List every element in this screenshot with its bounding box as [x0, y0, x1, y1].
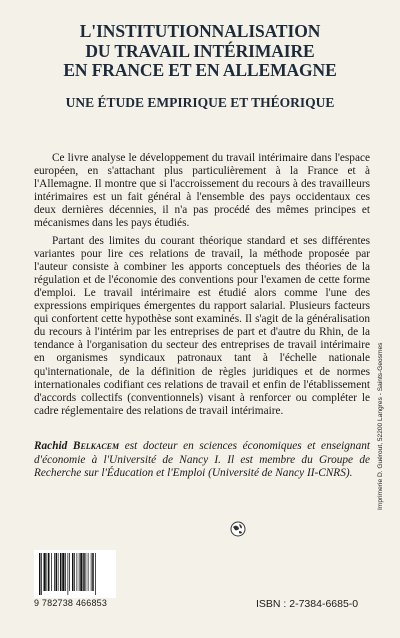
author-bio	[34, 440, 370, 481]
author-first-name: Rachid	[34, 440, 68, 452]
blurb-paragraph: Ce livre analyse le développement du travail intérimaire dans l'espace européen, en s'attachant plus particulièrement à la France et à l'Allemagne. Il montre que si l'accroissement du recours à des travailleurs intérimaires est un fait général à l'ensemble des pays occidentaux ces deux dernières décennies, il n'a pas procédé des mêmes principes et mécanismes dans les pays étudiés.	[34, 152, 370, 230]
author-last-name: Belkacem	[72, 440, 120, 452]
barcode-number: 9 782738 466853	[34, 598, 108, 608]
blurb	[34, 152, 370, 418]
globe-icon	[230, 521, 246, 537]
printer-note: Imprimerie D. Guérout, 52200 Langres - Saints-Geosmes	[377, 342, 384, 510]
blurb-paragraph: Partant des limites du courant théorique standard et ses différentes variantes pour lire ces relations de travail, la méthode proposée par l'auteur consiste à combiner les apports conceptuels des théories de la régulation et de l'économie des conventions pour l'examen de cette forme d'emploi. Le travail intérimaire est étudié alors comme l'une des expressions empiriques émergentes du rapport salarial. Plusieurs facteurs qui confortent cette hypothèse sont examinés. Il s'agit de la généralisation du recours à l'intérim par les entreprises de part et d'autre du Rhin, de la tendance à l'organisation du secteur des entreprises de travail intérimaire en organismes syndicaux patronaux tant à l'échelle nationale qu'internationale, de la définition de règles juridiques et de normes internationales codifiant ces relations de travail et enfin de l'établissement d'accords collectifs (conventionnels) visant à renforcer ou compléter le cadre réglementaire des relations de travail intérimaire.	[34, 234, 370, 417]
author-bio-text: est docteur en sciences économiques et enseignant d'économie à l'Université de Nancy I. Il est membre du Groupe de Recherche sur l'Éducation et l'Emploi (Université de Nancy II-CNRS).	[34, 440, 371, 480]
title-line: DU TRAVAIL INTÉRIMAIRE	[85, 40, 315, 61]
title-line: EN FRANCE ET EN ALLEMAGNE	[63, 60, 337, 80]
book-subtitle: UNE ÉTUDE EMPIRIQUE ET THÉORIQUE	[65, 95, 335, 110]
isbn: ISBN : 2-7384-6685-0	[256, 598, 359, 610]
barcode-icon	[34, 550, 116, 598]
title-line: L'INSTITUTIONNALISATION	[79, 21, 321, 41]
book-title	[20, 22, 380, 81]
